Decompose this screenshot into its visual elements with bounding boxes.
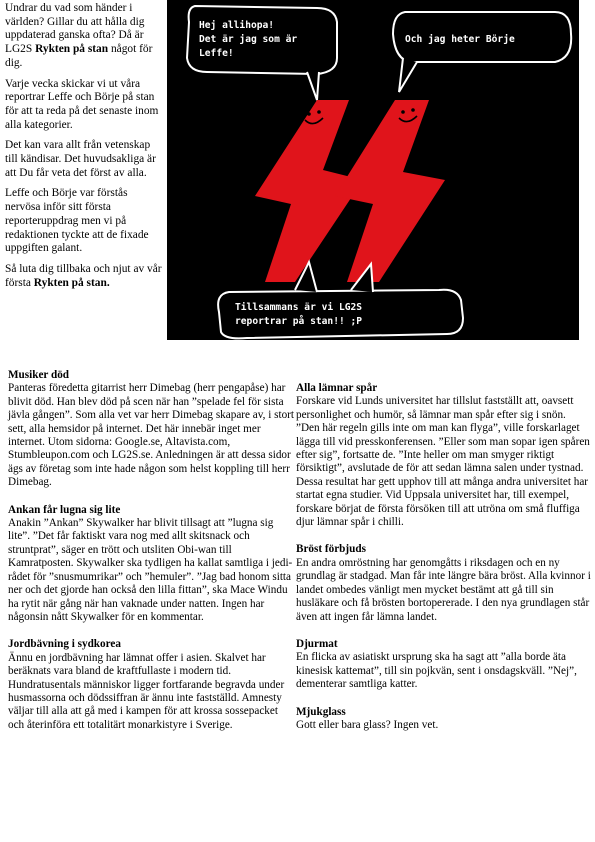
article-title: Musiker död — [8, 369, 70, 381]
article-ankan — [8, 504, 296, 625]
column-name: Rykten på stan — [35, 43, 109, 56]
article-body: Ännu en jordbävning har lämnat offer i asien. Skalvet har beräknats vara bland de kraftfullaste i modern tid. Hundratusentals människor ligger fortfarande begravda under husmassorna och dödssiffran är ännu inte fastställd. Amnesty väljar till alla att gå med i kampen för att krossa sossepacket och återinföra ett totalitärt monarkistyre i Sverige. — [8, 651, 285, 731]
intro-text — [5, 2, 165, 297]
article-body: Forskare vid Lunds universitet har tillslut fastställt att, oavsett personlighet och humör, så lämnar man spår efter sig i snön. ”Den här regeln gills inte om man kan flyga”, ville forskarlaget lägga till vid presskonferensen. ”Eller som man sopar igen spåren efter sig”, fortsatte de. ”Inte heller om man smyger riktigt försiktigt”, avslutade de för att sedan lämna salen under tystnad. Dessa resultat har gett upphov till att många andra universitet har startat egna studier. Vid Uppsala universitet har, till exempel, forskare börjat de första försöken till att utröna om små fluffiga djur lämnar spår i chilli. — [296, 395, 590, 529]
bubble-leffe-line2: Det är jag som är — [199, 34, 298, 45]
article-title: Djurmat — [296, 637, 338, 650]
article-jordbavning — [8, 638, 296, 732]
article-title: Alla lämnar spår — [296, 382, 378, 394]
article-mjukglass — [296, 706, 592, 733]
article-body: En flicka av asiatiskt ursprung ska ha sagt att ”alla borde äta kinesisk kattemat”, till sin pojkvän, sent i onsdagskväll. ”Nej”, dementerar samtliga katter. — [296, 651, 577, 691]
article-title: Mjukglass — [296, 705, 346, 718]
article-body: Gott eller bara glass? Ingen vet. — [296, 718, 439, 731]
article-alla-lamnar-spar — [296, 382, 592, 529]
borje-eye — [411, 108, 415, 112]
comic-illustration — [167, 0, 579, 340]
article-body: Anakin ”Ankan” Skywalker har blivit tillsagt att ”lugna sig lite”. ”Det får faktiskt vara nog med allt skitsnack och struntprat”, säger en trött och utsliten Obi-wan till Kamratposten. Skywalker ska tydligen ha kallat samtliga i jedi-rådet för ”snusmumrikar” och ”hemuler”. ”Jag bad honom sitta ner och det gjorde han också den lilla fittan”, ska Mace Windu ha rytit när gång när han vaknade under natten. Ingen har någonsin nått Skywalker för en kommentar. — [8, 517, 293, 623]
leffe-eye — [307, 112, 311, 116]
speech-bubble-tail — [307, 72, 319, 100]
intro-paragraph: Varje vecka skickar vi ut våra reportrar Leffe och Börje på stan för att ta reda på det senaste inom alla kategorier. — [5, 77, 159, 131]
borje-eye — [401, 110, 405, 114]
leffe-eye — [317, 110, 321, 114]
article-body: Panteras föredetta gitarrist herr Dimebag (herr pengapåse) har blivit död. Han blev död på scen när han ”spelade fel för sista jävla gången”. Som alla vet var herr Dimebag skapare av, i stort sett, alla hemsidor på internet. Det här innebär inget mer internet. Utom sidorna: Google.se, Altavista.com, Stumbleupon.com och LG2S.se. Anledningen är att dessa sidor ägs av företag som inte hade någon som helst koppling till herr Dimebag. — [8, 382, 295, 489]
articles-column-right — [296, 382, 592, 746]
bubble-together-line1: Tillsammans är vi LG2S — [235, 302, 363, 313]
article-djurmat — [296, 638, 592, 692]
speech-bubble-together — [218, 290, 463, 339]
article-body: En andra omröstning har genomgåtts i riksdagen och en ny grundlag är stadgad. Man får inte längre bära bröst. Alla kvinnor i landet ombedes vänligt men mycket bestämt att gå till sin husläkare och få brösten bortopererade. I den nya grundlagen står även att ingen får lämna landet. — [296, 556, 591, 623]
bubble-leffe-line1: Hej allihopa! — [199, 20, 275, 31]
intro-paragraph: Undrar du vad som händer i världen? Gillar du att hålla dig uppdaterad ganska ofta? Då är LG2S Rykten på stan något för dig. — [5, 2, 153, 69]
article-title: Ankan får lugna sig lite — [8, 503, 121, 516]
bubble-together-line2: reportrar på stan!! ;P — [235, 316, 363, 327]
bubble-leffe-line3: Leffe! — [199, 48, 234, 59]
column-name: Rykten på stan. — [33, 276, 110, 289]
intro-paragraph: Så luta dig tillbaka och njut av vår första Rykten på stan. — [5, 262, 162, 289]
article-musiker-dod — [8, 369, 296, 490]
speech-bubble-tail — [399, 58, 417, 92]
bubble-borje-text: Och jag heter Börje — [405, 34, 515, 45]
article-title: Bröst förbjuds — [296, 543, 366, 556]
intro-paragraph: Leffe och Börje var förstås nervösa inför sitt första reporteruppdrag men vi på redaktionen tyckte att de fixade uppgiften galant. — [5, 187, 149, 255]
comic-panel — [167, 0, 579, 340]
article-title: Jordbävning i sydkorea — [8, 638, 121, 651]
article-brost-forbjuds — [296, 543, 592, 623]
articles-column-left — [8, 369, 296, 746]
intro-paragraph: Det kan vara allt från vetenskap till kändisar. Det huvudsakliga är att Du får veta det först av alla. — [5, 139, 156, 179]
borje-bolt — [335, 100, 445, 282]
